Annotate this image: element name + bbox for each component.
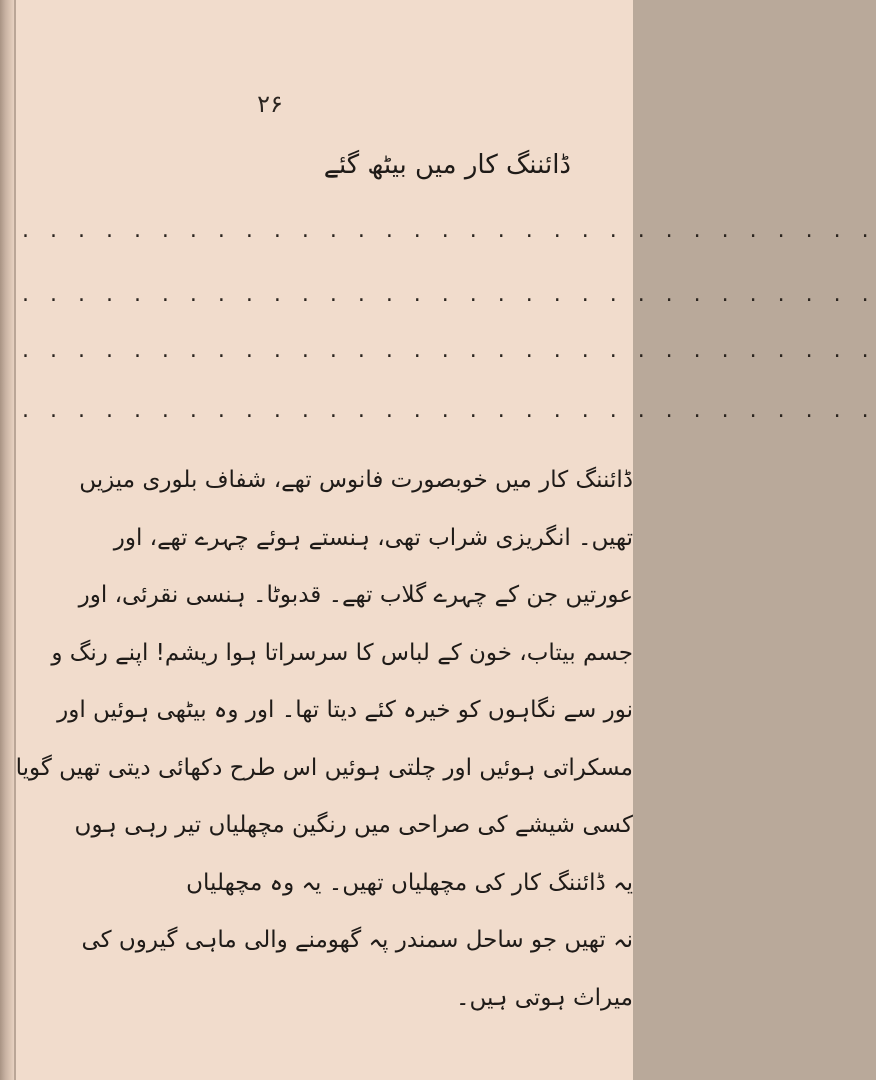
text-line: تھیں۔ انگریزی شراب تھی، ہنستے ہوئے چہرے تھے، اور <box>113 524 633 551</box>
chapter-heading: ڈائننگ کار میں بیٹھ گئے <box>323 150 571 180</box>
text-line: جسم بیتاب، خون کے لباس کا سرسراتا ہوا ریشم! اپنے رنگ و <box>51 639 633 666</box>
text-line: مسکراتی ہوئیں اور چلتی ہوئیں اس طرح دکھائی دیتی تھیں گویا <box>15 754 633 781</box>
text-line: کسی شیشے کی صراحی میں رنگین مچھلیاں تیر رہی ہوں <box>74 812 633 838</box>
text-line: عورتیں جن کے چہرے گلاب تھے۔ قدبوٹا۔ ہنسی نقرئی، اور <box>78 582 633 608</box>
ellipsis-row-2: . . . . . . . . . . . . . . . . . . . . . . . . . . . . . . . <box>22 282 876 307</box>
text-line: ڈائننگ کار میں خوبصورت فانوس تھے، شفاف بلوری میزیں <box>79 467 633 493</box>
ellipsis-row-1: . . . . . . . . . . . . . . . . . . . . . . . . . . . . . . . <box>22 218 876 243</box>
text-line: یہ ڈائننگ کار کی مچھلیاں تھیں۔ یہ وہ مچھلیاں <box>186 869 633 896</box>
text-line: میراث ہوتی ہیں۔ <box>456 984 633 1011</box>
text-line: نہ تھیں جو ساحل سمندر پہ گھومنے والی ماہی گیروں کی <box>81 927 633 953</box>
ellipsis-row-4: . . . . . . . . . . . . . . . . . . . . . . . . . . . . . . . <box>22 398 876 423</box>
ellipsis-row-3: . . . . . . . . . . . . . . . . . . . . . . . . . . . . . . . <box>22 338 876 363</box>
page-number: ۲۶ <box>257 90 283 118</box>
text-line: نور سے نگاہوں کو خیرہ کئے دیتا تھا۔ اور وہ بیٹھی ہوئیں اور <box>57 697 633 723</box>
body-paragraph <box>8 452 633 1027</box>
